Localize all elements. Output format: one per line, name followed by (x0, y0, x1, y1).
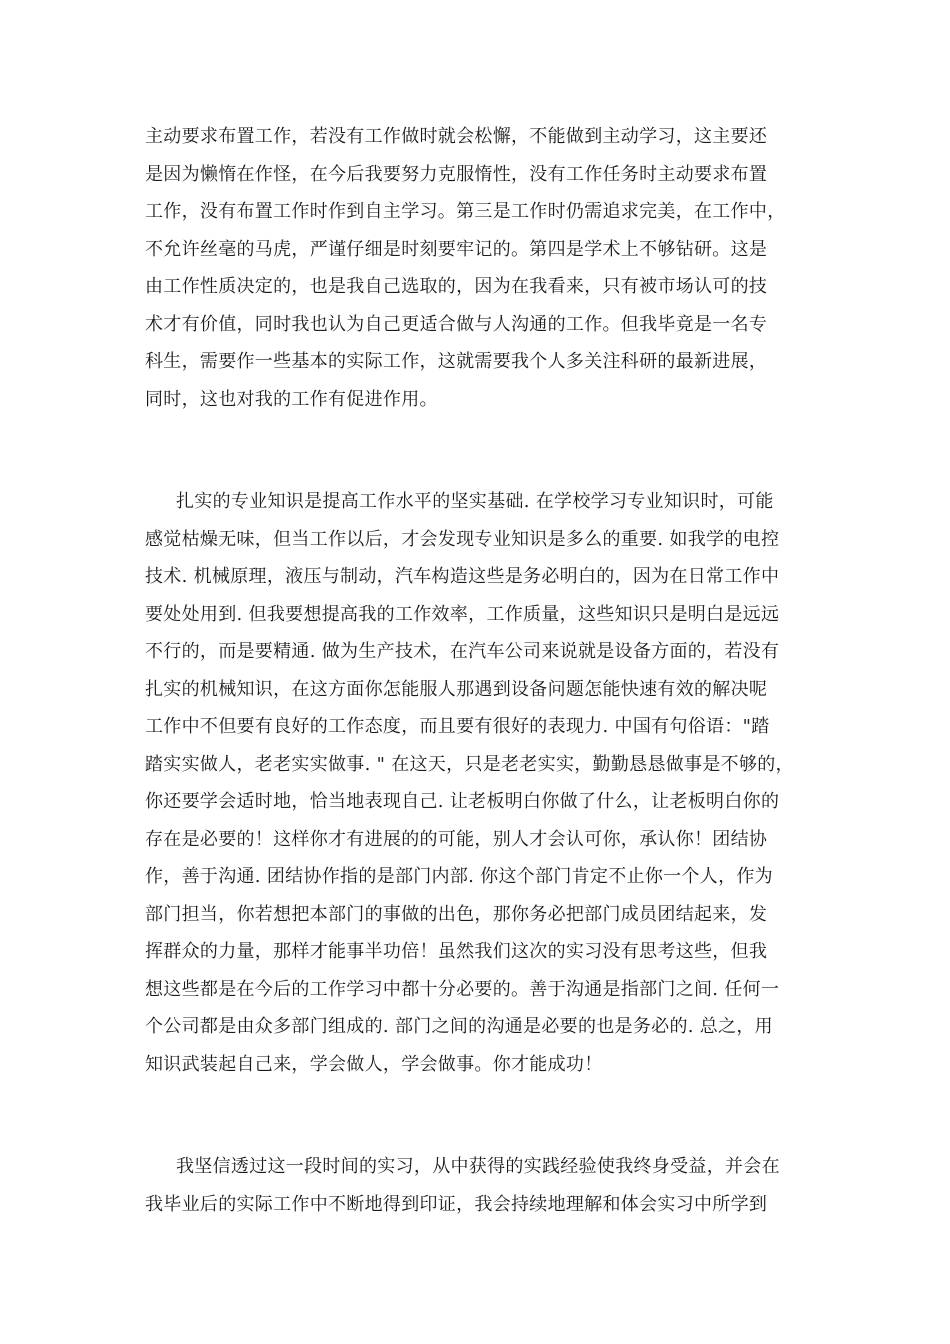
text-line: 扎实的专业知识是提高工作水平的坚实基础. 在学校学习专业知识时，可能 (176, 491, 774, 512)
text-line: 是因为懒惰在作怪，在今后我要努力克服惰性，没有工作任务时主动要求布置 (145, 163, 768, 185)
text-line: 我坚信透过这一段时间的实习，从中获得的实践经验使我终身受益，并会在 (176, 1156, 780, 1177)
text-line: 我毕业后的实际工作中不断地得到印证，我会持续地理解和体会实习中所学到 (145, 1193, 768, 1215)
text-line: 部门担当，你若想把本部门的事做的出色，那你务必把部门成员团结起来，发 (145, 903, 768, 925)
text-line: 挥群众的力量，那样才能事半功倍！虽然我们这次的实习没有思考这些，但我 (145, 941, 768, 962)
text-line: 个公司都是由众多部门组成的. 部门之间的沟通是必要的也是务必的. 总之，用 (145, 1016, 773, 1037)
text-line: 主动要求布置工作，若没有工作做时就会松懈，不能做到主动学习，这主要还 (145, 126, 768, 147)
text-line: 工作中不但要有良好的工作态度，而且要有很好的表现力. 中国有句俗语："踏 (145, 716, 770, 737)
text-line: 想这些都是在今后的工作学习中都十分必要的。善于沟通是指部门之间. 任何一 (145, 978, 780, 1000)
text-line: 由工作性质决定的，也是我自己选取的，因为在我看来，只有被市场认可的技 (145, 276, 768, 297)
text-line: 感觉枯燥无味，但当工作以后，才会发现专业知识是多么的重要. 如我学的电控 (145, 528, 780, 550)
text-line: 作，善于沟通. 团结协作指的是部门内部. 你这个部门肯定不止你一个人，作为 (145, 866, 773, 887)
text-line: 术才有价值，同时我也认为自己更适合做与人沟通的工作。但我毕竟是一名专 (145, 313, 768, 335)
text-line: 要处处用到. 但我要想提高我的工作效率，工作质量，这些知识只是明白是远远 (145, 603, 780, 625)
text-line: 扎实的机械知识，在这方面你怎能服人那遇到设备问题怎能快速有效的解决呢 (145, 678, 768, 700)
paragraph-1 (145, 118, 825, 418)
text-line: 你还要学会适时地，恰当地表现自己. 让老板明白你做了什么，让老板明白你的 (145, 791, 780, 812)
text-line: 技术. 机械原理，液压与制动，汽车构造这些是务必明白的，因为在日常工作中 (145, 566, 780, 587)
text-line: 存在是必要的！这样你才有进展的的可能，别人才会认可你，承认你！团结协 (145, 828, 768, 850)
text-line: 同时，这也对我的工作有促进作用。 (145, 388, 438, 410)
text-line: 不允许丝毫的马虎，严谨仔细是时刻要牢记的。第四是学术上不够钻研。这是 (145, 238, 768, 260)
text-line: 踏实实做人，老老实实做事. " 在这天，只是老老实实，勤勤恳恳做事是不够的， (145, 753, 794, 775)
text-line: 不行的，而是要精通. 做为生产技术，在汽车公司来说就是设备方面的，若没有 (145, 641, 780, 662)
text-line: 工作，没有布置工作时作到自主学习。第三是工作时仍需追求完美，在工作中， (145, 201, 786, 222)
text-line: 知识武装起自己来，学会做人，学会做事。你才能成功！ (145, 1053, 603, 1075)
paragraph-2 (145, 483, 825, 1083)
text-line: 科生，需要作一些基本的实际工作，这就需要我个人多关注科研的最新进展， (145, 351, 768, 372)
paragraph-3 (145, 1148, 825, 1223)
